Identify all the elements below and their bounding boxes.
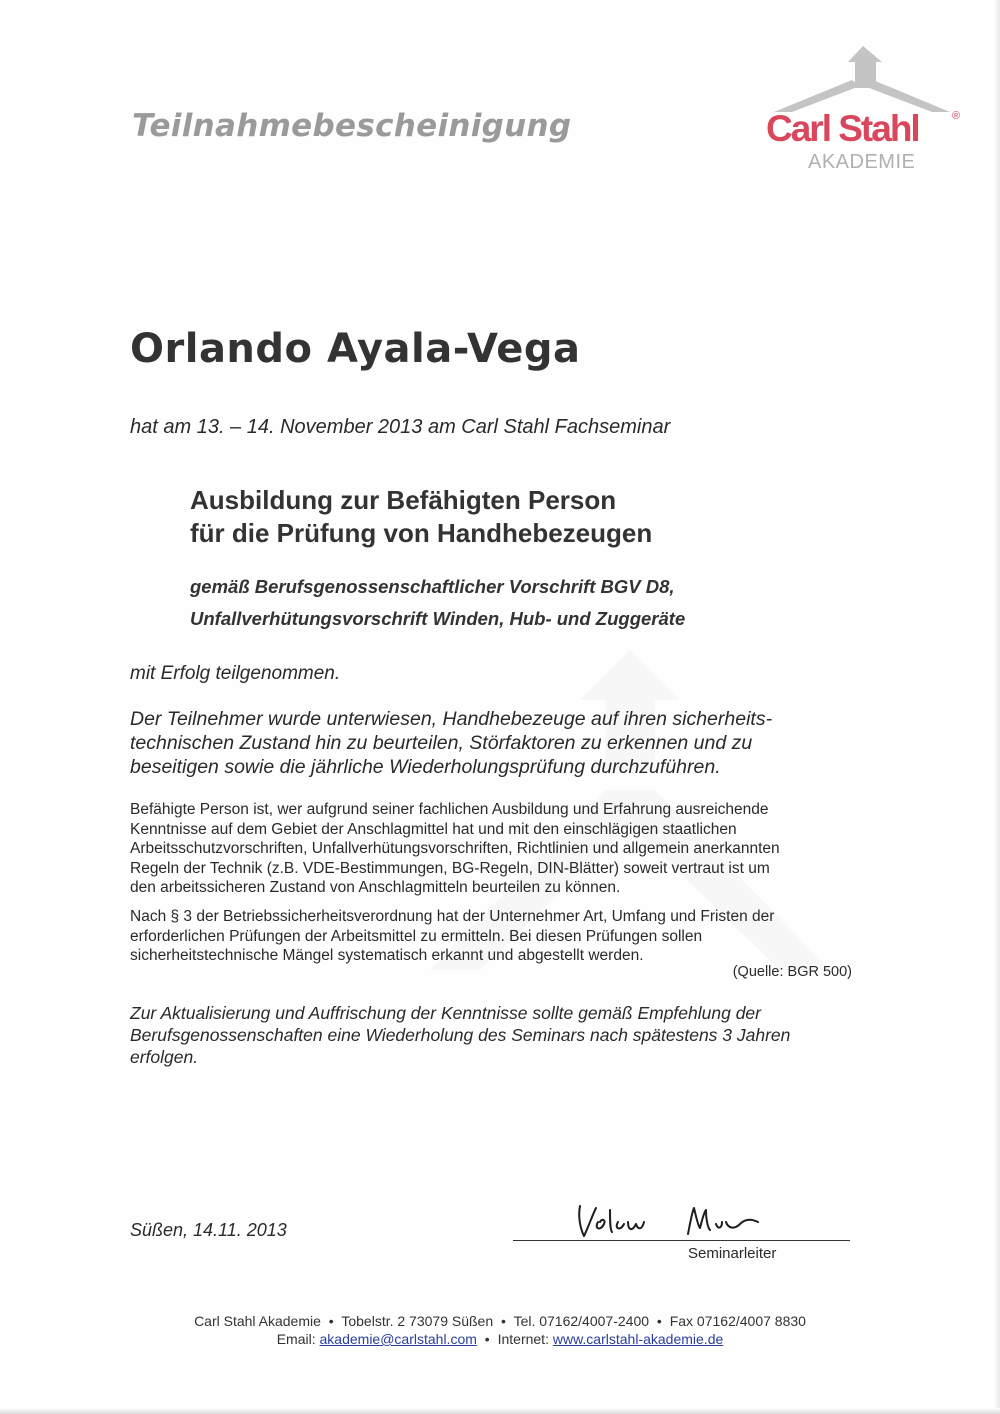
signature-role: Seminarleiter: [688, 1245, 777, 1262]
instruction-paragraph: [130, 707, 850, 779]
regulation-paragraph: [130, 907, 774, 966]
footer-phone: Tel. 07162/4007-2400: [513, 1313, 650, 1329]
source-citation: (Quelle: BGR 500): [732, 964, 852, 980]
paragraph-line: Befähigte Person ist, wer aufgrund seiner fachlichen Ausbildung und Erfahrung ausreichende: [130, 801, 769, 818]
footer-company: Carl Stahl Akademie: [194, 1313, 321, 1329]
definition-paragraph: [130, 800, 780, 898]
signature-image: [570, 1198, 800, 1242]
bullet-separator: •: [328, 1313, 334, 1329]
registered-mark: ®: [952, 110, 961, 122]
signature-line: [513, 1240, 850, 1241]
paragraph-line: Regeln der Technik (z.B. VDE-Bestimmungen, BG-Regeln, DIN-Blätter) soweit vertraut ist um: [130, 859, 770, 877]
document-title: Teilnahmebescheinigung: [132, 108, 572, 144]
paragraph-line: technischen Zustand hin zu beurteilen, Störfaktoren zu erkennen und zu: [130, 732, 753, 754]
course-title: [190, 484, 652, 550]
footer-website-link[interactable]: www.carlstahl-akademie.de: [552, 1331, 724, 1347]
footer-email-link[interactable]: akademie@carlstahl.com: [319, 1331, 477, 1347]
paragraph-line: den arbeitssicheren Zustand von Anschlagmitteln beurteilen zu können.: [130, 879, 621, 896]
bullet-separator: •: [656, 1313, 662, 1329]
success-statement: mit Erfolg teilgenommen.: [130, 663, 341, 684]
scan-edge-right: [994, 0, 1000, 1414]
scan-edge-bottom: [0, 1408, 1000, 1414]
paragraph-line: Berufsgenossenschaften eine Wiederholung des Seminars nach spätestens 3 Jahren: [130, 1025, 791, 1045]
paragraph-line: sicherheitstechnische Mängel systematisch erkannt und abgestellt werden.: [130, 947, 644, 964]
paragraph-line: Arbeitsschutzvorschriften, Unfallverhütungsvorschriften, Richtlinien und allgemein anerkannten: [130, 840, 780, 857]
place-and-date: Süßen, 14.11. 2013: [130, 1220, 287, 1240]
paragraph-line: erforderlichen Prüfungen der Arbeitsmittel zu ermitteln. Bei diesen Prüfungen sollen: [130, 927, 703, 945]
footer-address: Tobelstr. 2 73079 Süßen: [341, 1313, 494, 1329]
paragraph-line: erfolgen.: [130, 1047, 199, 1067]
footer-fax: Fax 07162/4007 8830: [669, 1313, 806, 1329]
course-title-line: für die Prüfung von Handhebezeugen: [190, 518, 653, 548]
footer-email-label: Email:: [276, 1331, 316, 1347]
paragraph-line: Zur Aktualisierung und Auffrischung der Kenntnisse sollte gemäß Empfehlung der: [130, 1003, 761, 1023]
refresh-recommendation: [130, 1002, 790, 1068]
recipient-name: Orlando Ayala-Vega: [130, 326, 581, 372]
footer-internet-label: Internet:: [497, 1331, 549, 1347]
paragraph-line: Nach § 3 der Betriebssicherheitsverordnung hat der Unternehmer Art, Umfang und Fristen der: [130, 908, 775, 925]
logo-brand-text: Carl Stahl: [766, 108, 919, 149]
paragraph-line: beseitigen sowie die jährliche Wiederholungsprüfung durchzuführen.: [130, 756, 721, 778]
bullet-separator: •: [501, 1313, 506, 1329]
course-subtitle: [190, 571, 685, 635]
footer-address-row: [0, 1312, 1000, 1330]
footer-links-row: [0, 1330, 1000, 1348]
paragraph-line: Der Teilnehmer wurde unterwiesen, Handhebezeuge auf ihren sicherheits-: [130, 708, 773, 730]
course-title-line: Ausbildung zur Befähigten Person: [190, 485, 617, 515]
house-arrow-icon: [760, 44, 970, 114]
bullet-separator: •: [484, 1331, 490, 1347]
course-subtitle-line: Unfallverhütungsvorschrift Winden, Hub- und Zuggeräte: [190, 608, 686, 629]
paragraph-line: Kenntnisse auf dem Gebiet der Anschlagmittel hat und mit den einschlägigen staatlichen: [130, 820, 737, 838]
carl-stahl-akademie-logo: [760, 44, 970, 179]
footer-contact: [0, 1312, 1000, 1348]
logo-subtitle: AKADEMIE: [808, 151, 916, 173]
participation-intro: hat am 13. – 14. November 2013 am Carl Stahl Fachseminar: [130, 416, 671, 438]
course-subtitle-line: gemäß Berufsgenossenschaftlicher Vorschrift BGV D8,: [190, 576, 675, 597]
